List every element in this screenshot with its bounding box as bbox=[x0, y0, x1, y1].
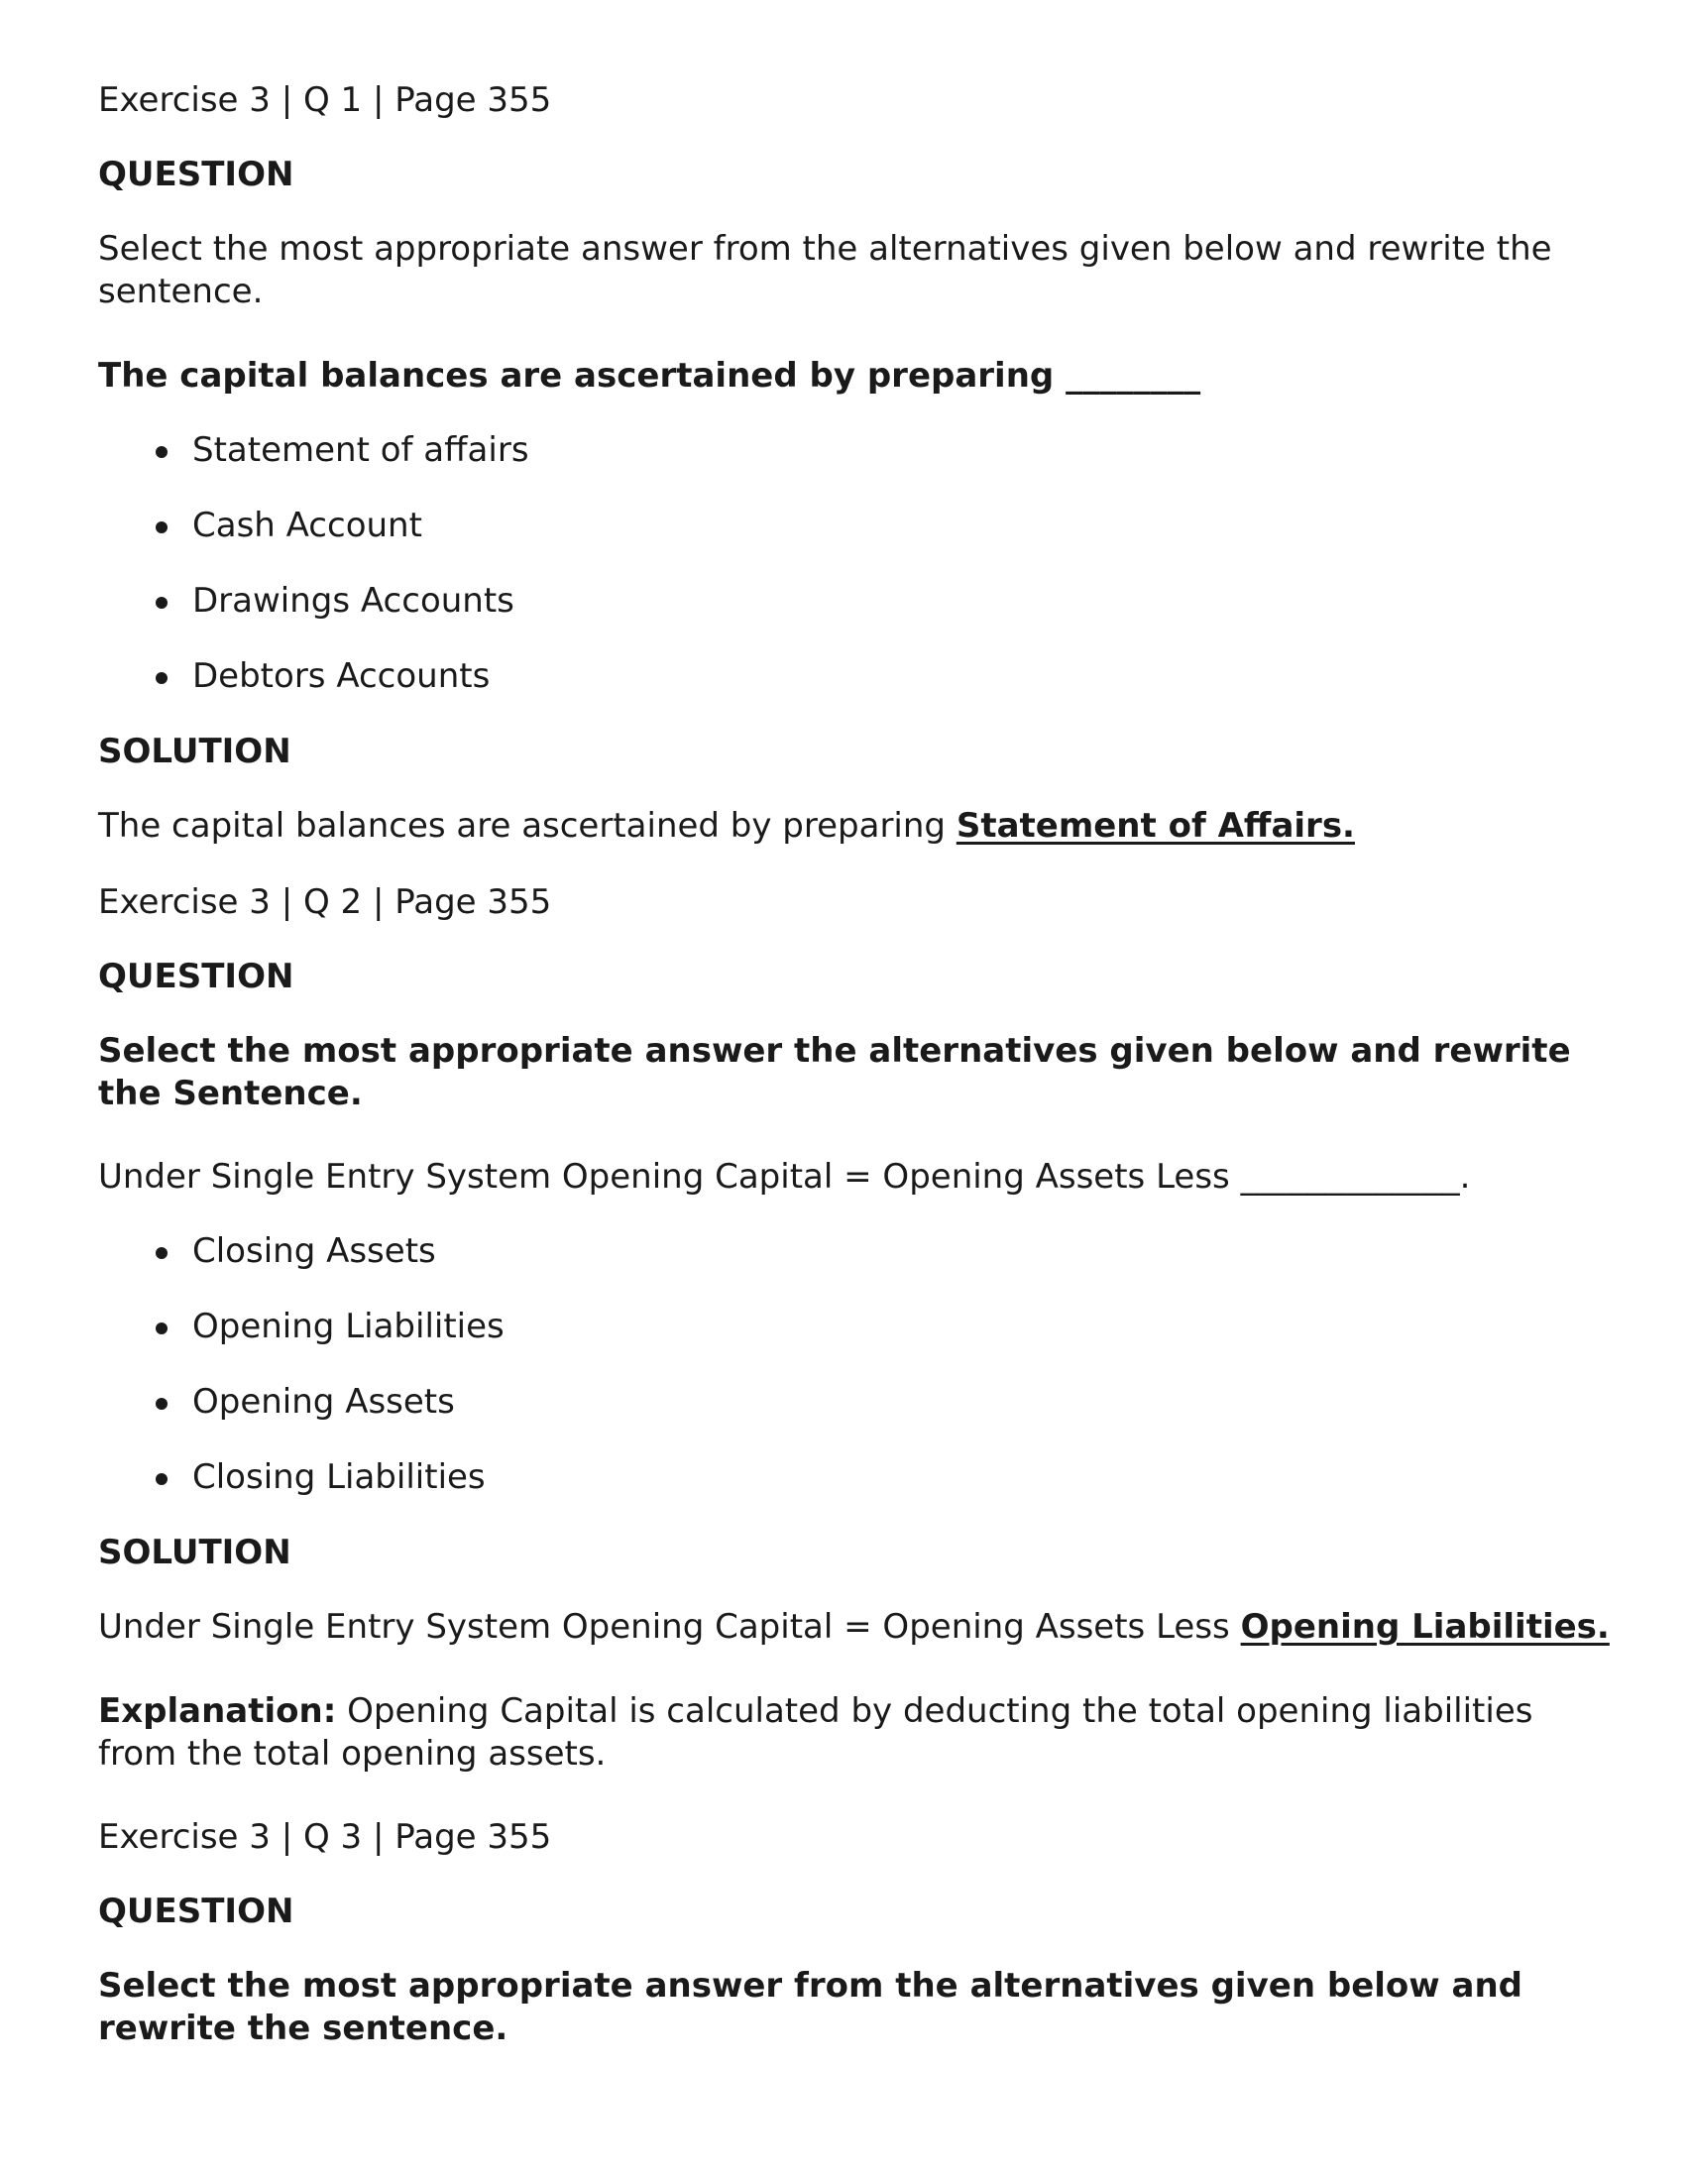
q1-solution-text: The capital balances are ascertained by preparing bbox=[98, 806, 957, 846]
q1-header: Exercise 3 | Q 1 | Page 355 bbox=[98, 80, 552, 120]
q2-options-list bbox=[98, 1230, 505, 1532]
list-item: Debtors Accounts bbox=[98, 655, 529, 731]
bullet-icon bbox=[156, 672, 168, 684]
q3-question-label: QUESTION bbox=[98, 1892, 294, 1931]
q1-instruction: Select the most appropriate answer from the alternatives given below and rewrite the sentence. bbox=[98, 229, 1552, 311]
q1-solution-answer: Statement of Affairs. bbox=[956, 806, 1355, 846]
bullet-icon bbox=[156, 1473, 168, 1485]
q3-instruction: Select the most appropriate answer from the alternatives given below and rewrite the sentence. bbox=[98, 1966, 1522, 2048]
q2-explanation-label: Explanation: bbox=[98, 1691, 337, 1731]
bullet-icon bbox=[156, 1398, 168, 1410]
bullet-icon bbox=[156, 521, 168, 533]
bullet-icon bbox=[156, 1247, 168, 1259]
list-item: Opening Liabilities bbox=[98, 1306, 505, 1381]
list-item: Opening Assets bbox=[98, 1381, 505, 1456]
q1-question-label: QUESTION bbox=[98, 155, 294, 194]
list-item: Drawings Accounts bbox=[98, 580, 529, 655]
q1-solution bbox=[98, 805, 1355, 848]
q2-solution-label: SOLUTION bbox=[98, 1533, 291, 1572]
q2-explanation-text: Opening Capital is calculated by deducting the total opening liabilities from the total opening assets. bbox=[98, 1691, 1533, 1774]
bullet-icon bbox=[156, 597, 168, 609]
list-item: Closing Liabilities bbox=[98, 1456, 505, 1532]
list-item: Closing Assets bbox=[98, 1230, 505, 1306]
q1-solution-label: SOLUTION bbox=[98, 732, 291, 771]
q2-prompt: Under Single Entry System Opening Capital = Opening Assets Less _____________. bbox=[98, 1157, 1471, 1197]
q2-question-label: QUESTION bbox=[98, 957, 294, 996]
q1-prompt: The capital balances are ascertained by preparing ________ bbox=[98, 356, 1201, 396]
q2-instruction: Select the most appropriate answer the alternatives given below and rewrite the Sentence. bbox=[98, 1031, 1571, 1113]
list-item: Statement of affairs bbox=[98, 429, 529, 505]
list-item: Cash Account bbox=[98, 505, 529, 580]
q3-header: Exercise 3 | Q 3 | Page 355 bbox=[98, 1817, 552, 1857]
q2-solution-answer: Opening Liabilities. bbox=[1240, 1607, 1610, 1647]
q2-explanation bbox=[98, 1690, 1605, 1776]
bullet-icon bbox=[156, 446, 168, 458]
q1-options-list bbox=[98, 429, 529, 731]
bullet-icon bbox=[156, 1322, 168, 1334]
q2-solution bbox=[98, 1606, 1610, 1649]
q2-header: Exercise 3 | Q 2 | Page 355 bbox=[98, 882, 552, 922]
q2-solution-text: Under Single Entry System Opening Capital = Opening Assets Less bbox=[98, 1607, 1241, 1647]
